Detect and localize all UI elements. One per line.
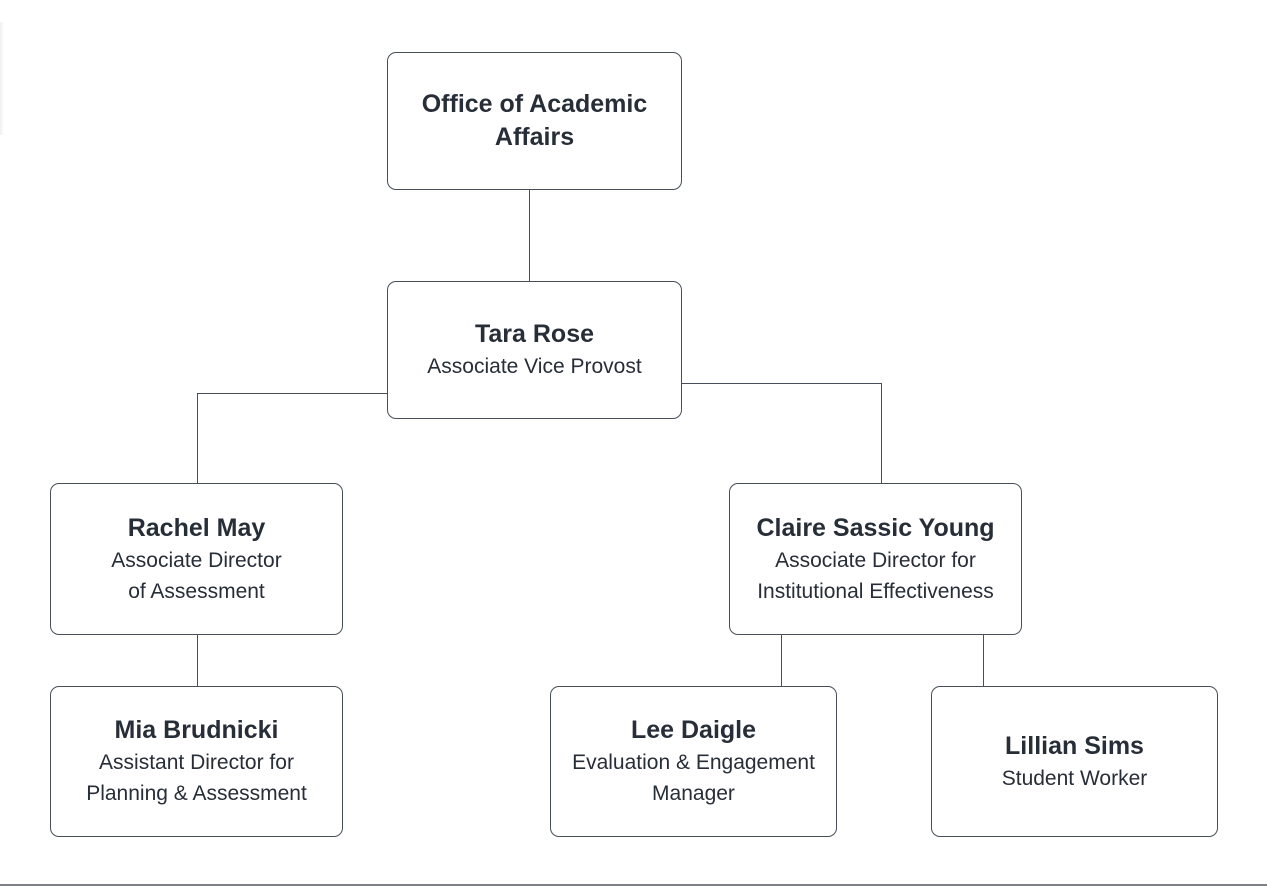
node-tara-rose[interactable] xyxy=(387,281,682,419)
bottom-page-divider xyxy=(0,884,1267,886)
node-lee-daigle[interactable] xyxy=(550,686,837,837)
node-name: Tara Rose xyxy=(474,320,595,348)
node-name-line: Office of Academic xyxy=(421,90,648,118)
node-title-line: Assistant Director for xyxy=(99,751,294,774)
node-name: Lillian Sims xyxy=(1005,731,1144,760)
node-name: Claire Sassic Young xyxy=(756,513,995,542)
node-title xyxy=(572,747,815,809)
node-name-line: Affairs xyxy=(494,123,575,151)
connector-tara-to-claire-horizontal xyxy=(682,383,881,384)
node-office-of-academic-affairs[interactable] xyxy=(387,52,682,190)
node-name: Mia Brudnicki xyxy=(114,716,279,744)
node-title xyxy=(111,545,281,607)
node-mia-brudnicki[interactable] xyxy=(50,686,343,837)
node-title xyxy=(1002,763,1148,794)
connector-claire-to-lillian xyxy=(983,635,984,686)
connector-tara-to-rachel-horizontal xyxy=(197,393,387,394)
connector-tara-to-rachel-vertical xyxy=(197,393,198,483)
node-title-line: Associate Director xyxy=(111,548,282,572)
node-title xyxy=(86,747,307,809)
node-name: Rachel May xyxy=(127,513,266,542)
node-name xyxy=(422,88,648,154)
node-title-line: Evaluation & Engagement xyxy=(572,751,815,774)
node-lillian-sims[interactable] xyxy=(931,686,1218,837)
node-name: Lee Daigle xyxy=(630,716,757,744)
connector-rachel-to-mia xyxy=(197,635,198,686)
connector-tara-to-claire-vertical xyxy=(881,383,882,483)
connector-claire-to-lee xyxy=(781,635,782,686)
node-title-line: Student Worker xyxy=(1001,766,1148,790)
node-title-line: Associate Vice Provost xyxy=(427,355,642,378)
left-edge-artifact xyxy=(0,22,4,135)
node-title-line: of Assessment xyxy=(128,579,265,603)
node-claire-sassic-young[interactable] xyxy=(729,483,1022,635)
node-title-line: Associate Director for xyxy=(775,548,976,572)
node-title-line: Institutional Effectiveness xyxy=(757,579,994,603)
node-rachel-may[interactable] xyxy=(50,483,343,635)
node-title xyxy=(757,545,994,607)
node-title xyxy=(427,351,641,382)
node-title-line: Planning & Assessment xyxy=(86,782,307,805)
node-title-line: Manager xyxy=(652,782,735,805)
connector-office-to-tara xyxy=(529,190,530,281)
